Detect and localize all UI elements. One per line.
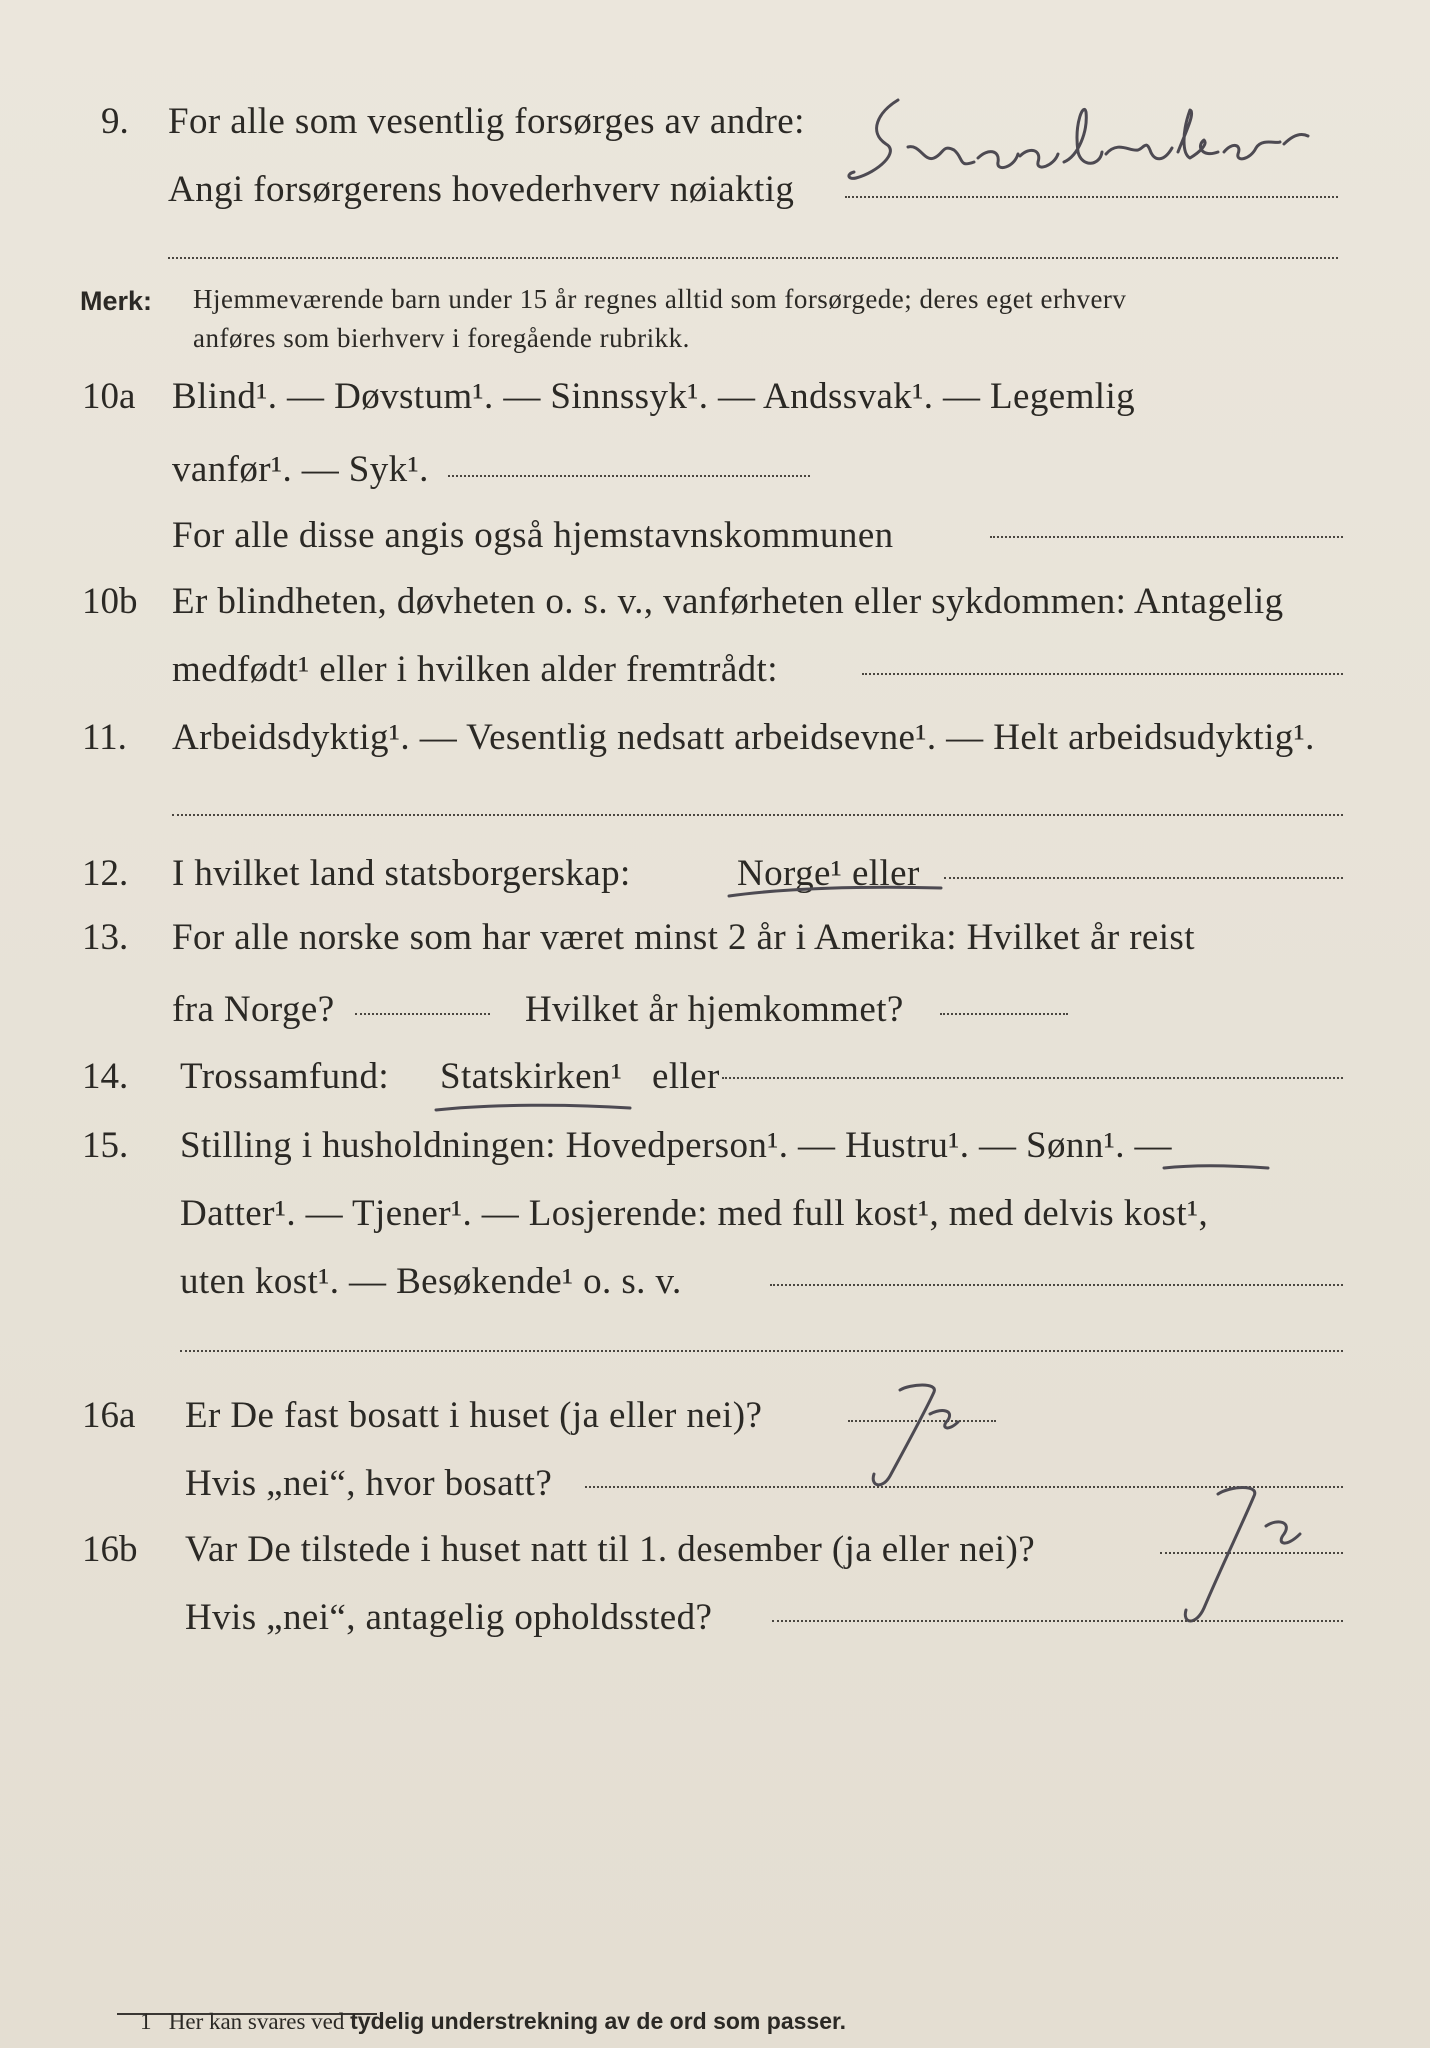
q9-number: 9.: [101, 101, 129, 142]
footnote-marker: 1: [140, 2009, 152, 2034]
q16b-line2: Hvis „nei“, antagelig opholdssted?: [185, 1597, 713, 1638]
q15-sonn-underline-mark: [1160, 1160, 1280, 1176]
q12-line1: I hvilket land statsborgerskap:: [172, 853, 631, 894]
q10a-number: 10a: [82, 376, 136, 417]
merk-label: Merk:: [80, 286, 153, 316]
q16b-line1: Var De tilstede i huset natt til 1. desember (ja eller nei)?: [185, 1529, 1036, 1570]
q14-statskirken-underlined: Statskirken¹: [440, 1056, 623, 1097]
q12-norge-underlined: Norge¹ eller: [737, 853, 920, 894]
q14-label: Trossamfund:: [180, 1056, 390, 1097]
q15-line1: Stilling i husholdningen: Hovedperson¹. — Hustru¹. — Sønn¹. —: [180, 1125, 1172, 1166]
footnote: [140, 2008, 846, 2035]
merk-line1: Hjemmeværende barn under 15 år regnes alltid som forsørgede; deres eget erhverv: [193, 284, 1127, 314]
q11-number: 11.: [82, 717, 127, 758]
q16a-line1: Er De fast bosatt i huset (ja eller nei)?: [185, 1395, 763, 1436]
q10b-line2: medfødt¹ eller i hvilken alder fremtrådt:: [172, 649, 778, 690]
q13-line2a: fra Norge?: [172, 989, 335, 1030]
q10b-line1: Er blindheten, døvheten o. s. v., vanførheten eller sykdommen: Antagelig: [172, 581, 1284, 622]
q14-tail: eller: [652, 1056, 720, 1097]
q14-answer-line: [722, 1077, 1343, 1079]
footnote-text-b: tydelig understrekning av de ord som passer.: [350, 2008, 847, 2034]
q10a-line2: vanfør¹. — Syk¹.: [172, 449, 429, 490]
q16a-line2: Hvis „nei“, hvor bosatt?: [185, 1463, 553, 1504]
q9-handwritten-answer: [838, 92, 1338, 202]
q10a-line1: Blind¹. — Døvstum¹. — Sinnssyk¹. — Andssvak¹. — Legemlig: [172, 376, 1136, 417]
q10b-answer-line: [862, 673, 1343, 675]
q13-hjemkommet-answer-line: [940, 1013, 1068, 1015]
q10a-line3: For alle disse angis også hjemstavnskommunen: [172, 515, 894, 556]
q11-answer-line: [172, 814, 1343, 816]
q12-answer-line: [944, 877, 1343, 879]
q16a-handwritten-answer: [830, 1380, 1000, 1500]
q14-underline-mark: [430, 1100, 650, 1120]
q15-extra-answer-line: [180, 1350, 1343, 1352]
q10b-number: 10b: [82, 581, 138, 622]
q11-line1: Arbeidsdyktig¹. — Vesentlig nedsatt arbeidsevne¹. — Helt arbeidsudyktig¹.: [172, 717, 1315, 758]
q9-line2: Angi forsørgerens hovederhverv nøiaktig: [168, 169, 795, 210]
q16b-handwritten-answer: [1130, 1478, 1330, 1638]
q16a-number: 16a: [82, 1395, 136, 1436]
q13-number: 13.: [82, 917, 129, 958]
q13-line2b: Hvilket år hjemkommet?: [525, 989, 904, 1030]
q15-line3: uten kost¹. — Besøkende¹ o. s. v.: [180, 1261, 682, 1302]
footnote-text-a: Her kan svares ved: [168, 2009, 345, 2034]
q13-line1: For alle norske som har været minst 2 år i Amerika: Hvilket år reist: [172, 917, 1195, 958]
q9-extra-answer-line: [168, 257, 1338, 259]
merk-line2: anføres som bierhverv i foregående rubrikk.: [193, 323, 690, 353]
q15-line2: Datter¹. — Tjener¹. — Losjerende: med full kost¹, med delvis kost¹,: [180, 1193, 1209, 1234]
q10a-syk-answer-line: [448, 475, 810, 477]
q15-answer-line: [770, 1284, 1343, 1286]
q15-number: 15.: [82, 1125, 129, 1166]
q16b-number: 16b: [82, 1529, 138, 1570]
q13-reist-answer-line: [355, 1013, 490, 1015]
q16b-opholdssted-answer-line: [772, 1620, 1343, 1622]
q12-number: 12.: [82, 853, 129, 894]
q9-line1: For alle som vesentlig forsørges av andre:: [168, 101, 805, 142]
q14-number: 14.: [82, 1056, 129, 1097]
q12-underline-mark: [725, 882, 955, 902]
q10a-kommune-answer-line: [990, 536, 1343, 538]
